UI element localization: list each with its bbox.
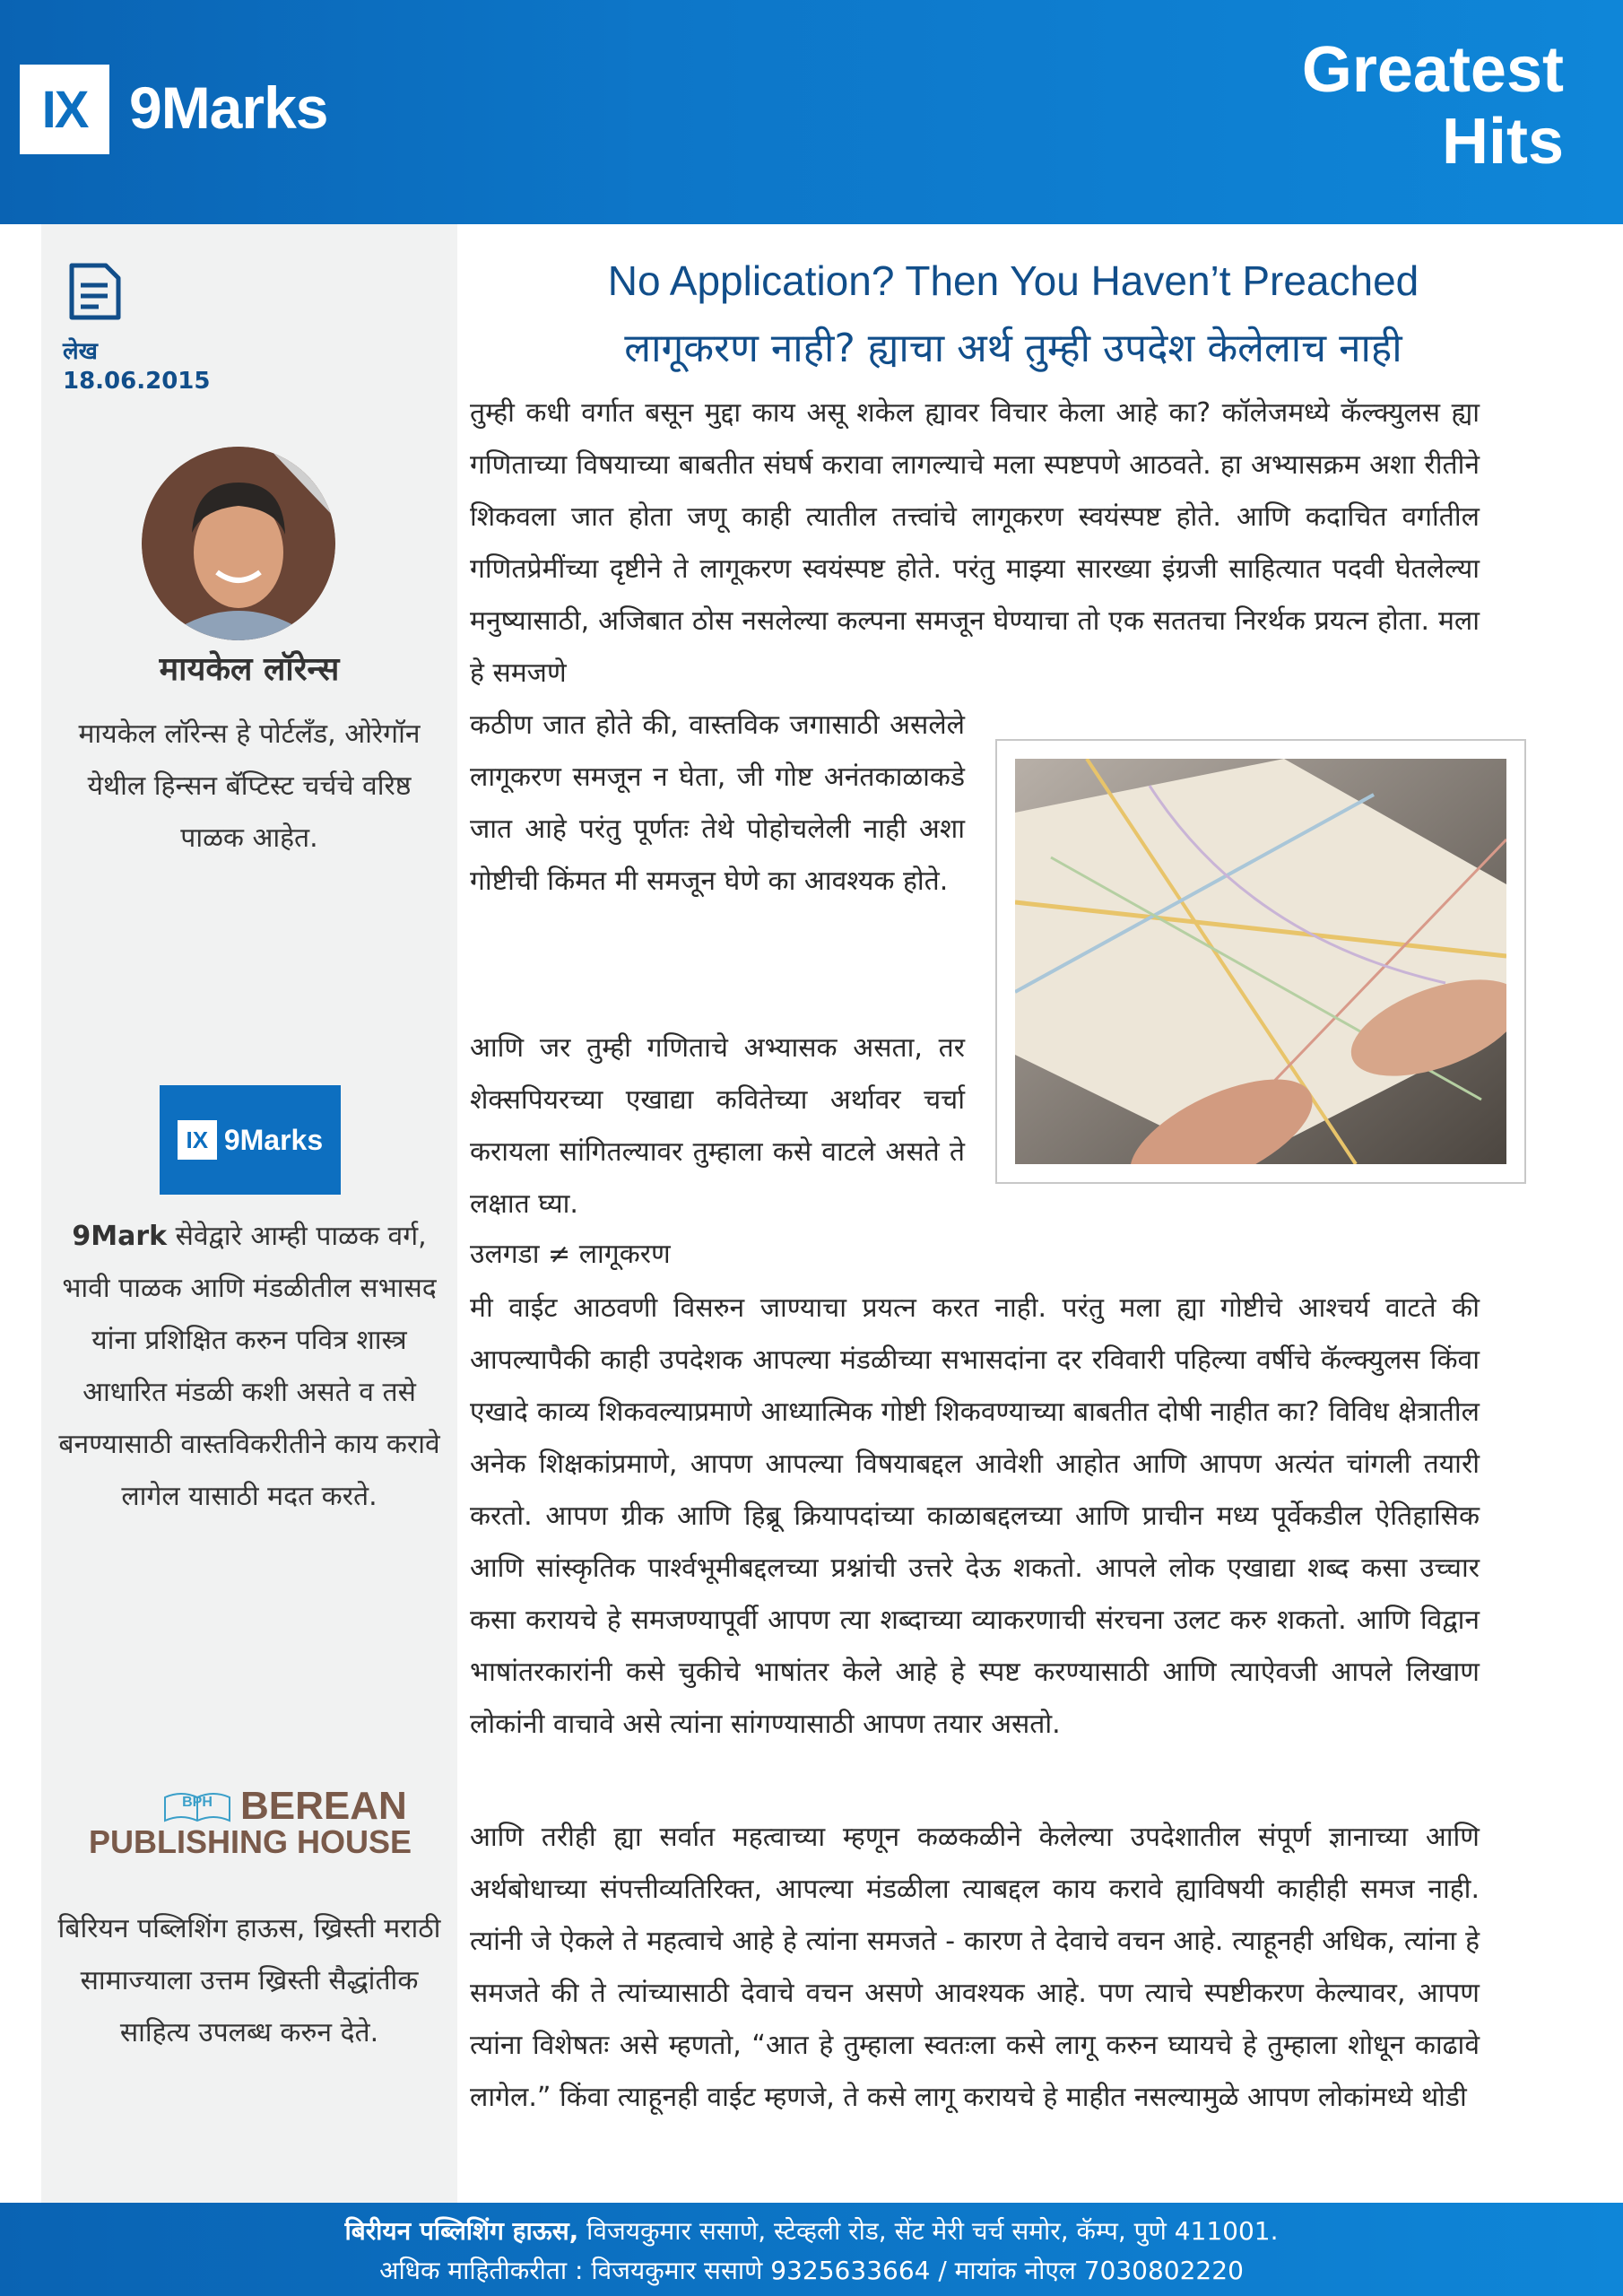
footer-publisher: बिरीयन पब्लिशिंग हाऊस,: [344, 2216, 579, 2246]
document-icon: [66, 262, 124, 321]
ninemarks-logo-text: 9Marks: [129, 74, 328, 141]
sidebar: [41, 224, 457, 2203]
article-title-english: No Application? Then You Haven’t Preached: [607, 257, 1419, 304]
author-bio: मायकेल लॉरेन्स हे पोर्टलँड, ओरेगॉन येथील हिन्सन बॅप्टिस्ट चर्चचे वरिष्ठ पाळक आहेत.: [78, 718, 421, 854]
article-paragraph-5: आणि तरीही ह्या सर्वात महत्वाच्या म्हणून कळकळीने केलेल्या उपदेशातील संपूर्ण ज्ञानाच्या आणि अर्थबोधाच्या संपत्तीव्यतिरिक्त, आपल्या मंडळीला त्याबद्दल काय करावे ह्याविषयी काहीही समज नाही. त्यांनी जे ऐकले ते महत्वाचे आहे हे त्यांना समजते - कारण ते देवाचे वचन आहे. त्याहूनही अधिक, त्यांना हे समजते की ते त्यांच्यासाठी देवाचे वचन असणे आवश्यक आहे. पण त्याचे स्पष्टीकरण केल्यावर, आपण त्यांना विशेषतः असे म्हणतो, “आत हे तुम्हाला स्वतःला कसे लागू करुन घ्यायचे हे तुम्हाला शोधून काढावे लागेल.” किंवा त्याहूनही वाईट म्हणजे, ते कसे लागू करायचे हे माहीत नसल्यामुळे आपण लोकांमध्ये थोडी: [470, 1822, 1480, 2113]
author-avatar: [142, 447, 335, 640]
article-title-marathi: लागूकरण नाही? ह्याचा अर्थ तुम्ही उपदेश केलेलाच नाही: [624, 326, 1402, 371]
map-photo: [1015, 759, 1506, 1164]
author-name: मायकेल लॉरेन्स: [159, 651, 340, 688]
ninemarks-logo-box: IX: [178, 1120, 217, 1160]
page-footer: [0, 2203, 1623, 2296]
ninemarks-name: 9Mark: [72, 1221, 168, 1252]
berean-logo-name: BEREAN: [240, 1784, 407, 1828]
document-type: लेख: [63, 338, 98, 365]
article-paragraph-1: तुम्ही कधी वर्गात बसून मुद्दा काय असू शकेल ह्यावर विचार केला आहे का? कॉलेजमध्ये कॅल्क्युलस ह्या गणिताच्या विषयाच्या बाबतीत संघर्ष करावा लागल्याचे मला स्पष्टपणे आठवते. हा अभ्यासक्रम अशा रीतीने शिकवला जात होता जणू काही त्यातील तत्त्वांचे लागूकरण स्वयंस्पष्ट होते. आणि कदाचित वर्गातील गणितप्रेमींच्या दृष्टीने ते लागूकरण स्वयंस्पष्ट होते. परंतु माझ्या सारख्या इंग्रजी साहित्यात पदवी घेतलेल्या मनुष्यासाठी, अजिबात ठोस नसलेल्या कल्पना समजून घेण्याचा तो एक सततचा निरर्थक प्रयत्न होता. मला हे समजणे: [470, 397, 1480, 689]
ninemarks-description-text: सेवेद्वारे आम्ही पाळक वर्ग, भावी पाळक आणि मंडळीतील सभासद यांना प्रशिक्षित करुन पवित्र शास्त्र आधारित मंडळी कशी असते व तसे बनण्यासाठी वास्तविकरीतीने काय करावे लागेल यासाठी मदत करते.: [58, 1221, 440, 1512]
berean-logo-sub: PUBLISHING HOUSE: [88, 1823, 412, 1857]
footer-contact: अधिक माहितीकरीता : विजयकुमार ससाणे 9325633664 / मायांक नोएल 7030802220: [379, 2256, 1244, 2285]
header-title: Greatest Hits: [1301, 34, 1564, 178]
ninemarks-logo-mark: IX: [20, 65, 109, 154]
berean-description: बिरियन पब्लिशिंग हाऊस, ख्रिस्ती मराठी सामाज्याला उत्तम ख्रिस्ती सैद्धांतीक साहित्य उपलब्ध करुन देते.: [57, 1913, 441, 2048]
map-image-frame: [995, 739, 1526, 1184]
section-subheading: उलगडा ≠ लागूकरण: [470, 1239, 671, 1270]
ninemarks-logo: [160, 1085, 341, 1195]
document-date: 18.06.2015: [63, 368, 211, 395]
footer-address-text: विजयकुमार ससाणे, स्टेव्हली रोड, सेंट मेरी चर्च समोर, कॅम्प, पुणे 411001.: [578, 2216, 1279, 2246]
article-paragraph-4: मी वाईट आठवणी विसरुन जाण्याचा प्रयत्न करत नाही. परंतु मला ह्या गोष्टीचे आश्चर्य वाटते की आपल्यापैकी काही उपदेशक आपल्या मंडळीच्या सभासदांना दर रविवारी पहिल्या वर्षीचे कॅल्क्युलस किंवा एखादे काव्य शिकवल्याप्रमाणे आध्यात्मिक गोष्टी शिकवण्याच्या बाबतीत दोषी नाहीत का? विविध क्षेत्रातील अनेक शिक्षकांप्रमाणे, आपण आपल्या विषयाबद्दल आवेशी आहोत आणि आपण अत्यंत चांगली तयारी करतो. आपण ग्रीक आणि हिब्रू क्रियापदांच्या काळाबद्दलच्या आणि प्राचीन मध्य पूर्वेकडील ऐतिहासिक आणि सांस्कृतिक पार्श्वभूमीबद्दलच्या प्रश्नांची उत्तरे देऊ शकतो. आपले लोक एखाद्या शब्द कसा उच्चार कसा करायचे हे समजण्यापूर्वी आपण त्या शब्दाच्या व्याकरणाची संरचना उलट करु शकतो. आणि विद्वान भाषांतरकारांनी कसे चुकीचे भाषांतर केले आहे हे स्पष्ट करण्यासाठी आणि त्याऐवजी आपले लिखाण लोकांनी वाचावे असे त्यांना सांगण्यासाठी आपण तयार असतो.: [470, 1292, 1480, 1740]
article-paragraph-2: कठीण जात होते की, वास्तविक जगासाठी असलेले लागूकरण समजून न घेता, जी गोष्ट अनंतकाळाकडे जात आहे परंतु पूर्णतः तेथे पोहोचलेली नाही अशा गोष्टीची किंमत मी समजून घेणे का आवश्यक होते.: [470, 709, 965, 897]
page-header: [0, 0, 1623, 224]
berean-logo-mark: BPH: [182, 1795, 213, 1810]
berean-publishing-logo: [75, 1767, 425, 1857]
footer-address: [0, 2213, 1623, 2248]
ninemarks-logo-label: 9Marks: [223, 1123, 324, 1156]
article-paragraph-3: आणि जर तुम्ही गणिताचे अभ्यासक असता, तर शेक्सपियरच्या एखाद्या कवितेच्या अर्थावर चर्चा करायला सांगितल्यावर तुम्हाला कसे वाटले असते ते लक्षात घ्या.: [470, 1032, 965, 1220]
ninemarks-description: [54, 1211, 445, 1523]
